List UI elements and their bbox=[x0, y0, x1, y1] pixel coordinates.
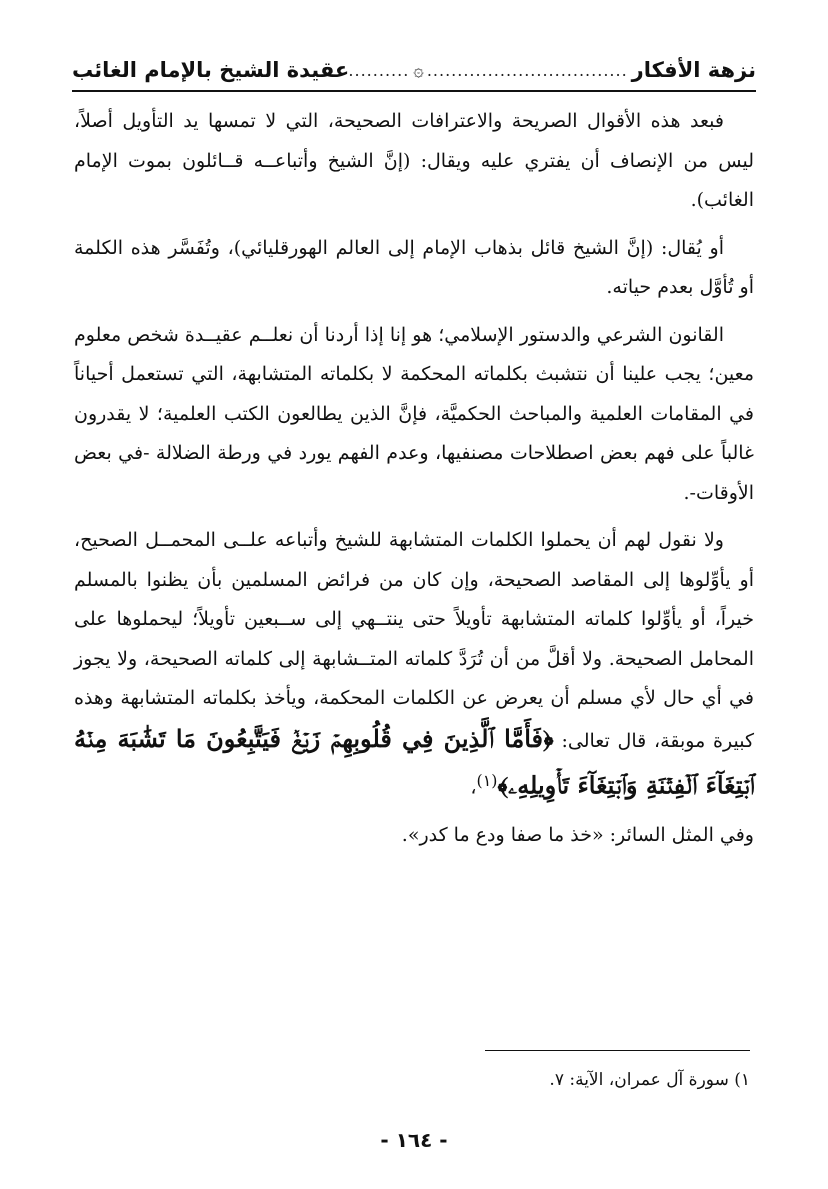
paragraph-5: وفي المثل السائر: «خذ ما صفا ودع ما كدر». bbox=[401, 823, 754, 846]
page-number: - ١٦٤ - bbox=[380, 1128, 448, 1152]
footnote-divider bbox=[485, 1050, 750, 1051]
paragraph-4 bbox=[74, 521, 754, 808]
ornament-icon: ۞ bbox=[413, 59, 424, 81]
quran-verse: ﴿فَأَمَّا ٱلَّذِينَ فِي قُلُوبِهِمۡ زَيۡغٞ فَيَتَّبِعُونَ مَا تَشَٰبَهَ مِنۡهُ ٱبۡتِغَآءَ ٱلۡفِتۡنَةِ وَٱبۡتِغَآءَ تَأۡوِيلِهِۦ﴾ bbox=[74, 723, 754, 800]
header-leader-dots-short bbox=[349, 61, 409, 80]
verse-trailing-comma: ، bbox=[470, 776, 477, 799]
paragraph-1: فبعد هذه الأقوال الصريحة والاعترافات الصحيحة، التي لا تمسها يد التأويل أصلاً، ليس من الإنصاف أن يفتري عليه ويقال: (إنَّ الشيخ وأتباعــه قــائلون بموت الإمام الغائب). bbox=[74, 110, 754, 211]
paragraph-4-text: ولا نقول لهم أن يحملوا الكلمات المتشابهة للشيخ وأتباعه علــى المحمــل الصحيح، أو يأوِّلوها إلى المقاصد الصحيحة، وإن كان من فرائض المسلمين بأن يظنوا بالمسلم خيراً، أو يأوِّلوا كلماته المتشابهة تأويلاً حتى ينتــهي إلى ســبعين تأويلاً؛ ليحملوها على المحامل الصحيحة. ولا أقلَّ من أن تُرَدَّ كلماته المتــشابهة إلى كلماته الصحيحة، ولا يجوز في أي حال لأي مسلم أن يعرض عن الكلمات المحكمة، ويأخذ بكلماته المتشابهة وهذه كبيرة موبقة، قال تعالى: bbox=[74, 529, 755, 752]
footnote: ١) سورة آل عمران، الآية: ٧. bbox=[549, 1070, 750, 1090]
chapter-title: عقيدة الشيخ بالإمام الغائب bbox=[72, 58, 350, 82]
footnote-ref: (١) bbox=[476, 771, 498, 790]
running-header bbox=[72, 50, 756, 92]
header-leader-dots bbox=[428, 61, 632, 80]
main-text bbox=[74, 102, 754, 863]
paragraph-3: القانون الشرعي والدستور الإسلامي؛ هو إنا إذا أردنا أن نعلــم عقيــدة شخص معلوم معين؛ يجب علينا أن نتشبث بكلماته المحكمة لا بكلماته المتشابهة، التي تستعمل أحياناً في المقامات العلمية والمباحث الحكميَّة، فإنَّ الذين يطالعون الكتب العلمية؛ لا يقدرون غالباً على فهم بعض اصطلاحات مصنفيها، وعدم الفهم يورد في ورطة الضلالة -في بعض الأوقات-. bbox=[74, 323, 754, 504]
book-title: نزهة الأفكار bbox=[631, 58, 756, 82]
paragraph-2: أو يُقال: (إنَّ الشيخ قائل بذهاب الإمام إلى العالم الهورقليائي)، وتُفَسَّر هذه الكلمة أو تُأوَّل بعدم حياته. bbox=[74, 236, 754, 298]
